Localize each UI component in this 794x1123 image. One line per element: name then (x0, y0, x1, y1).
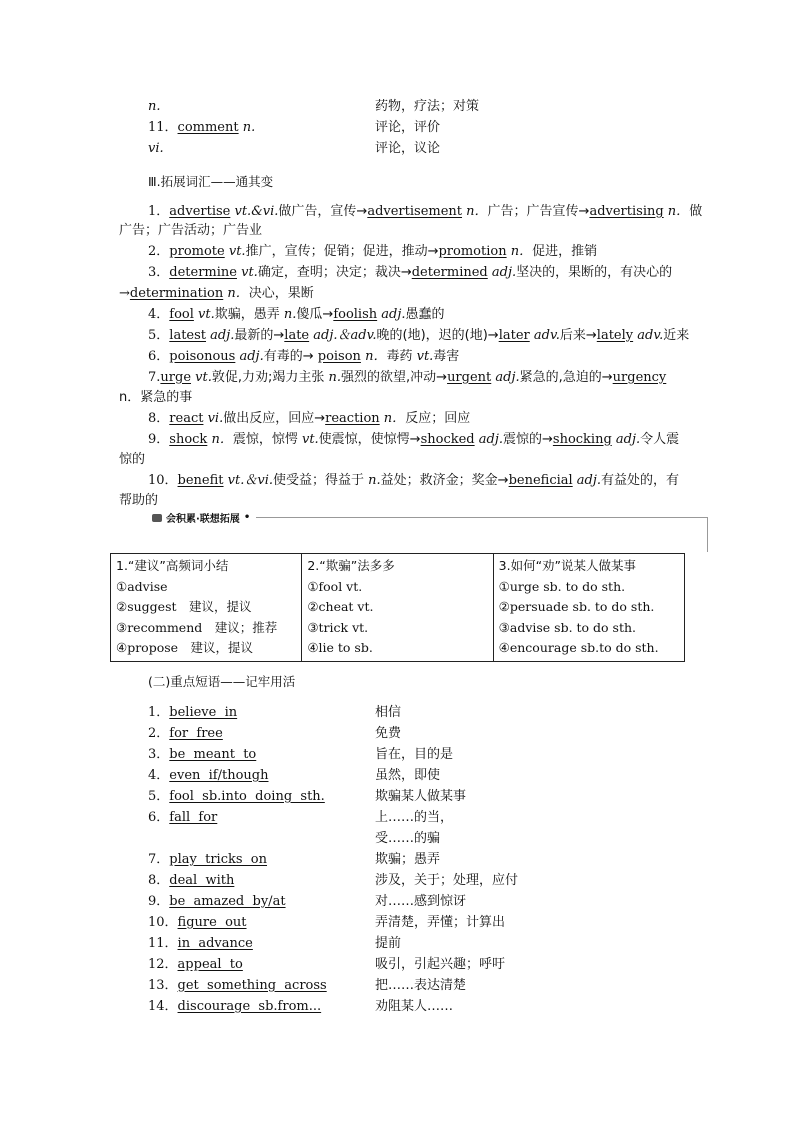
phrase-meaning-cont: 受……的骗 (375, 831, 441, 846)
phrase-term: 5．fool sb.into doing sth. (148, 789, 325, 804)
expand-item-4: 4．fool vt.欺骗，愚弄 n.傻瓜→foolish adj.愚蠢的 (148, 307, 445, 322)
phrase-row (148, 850, 688, 870)
phrase-meaning: 虽然，即使 (375, 768, 441, 783)
phrase-meaning: 把……表达清楚 (375, 978, 467, 993)
expand-item-2: 2．promote vt.推广，宣传；促销；促进，推动→promotion n．促进，推销 (148, 244, 598, 259)
section-title: Ⅲ.拓展词汇——通其变 (148, 174, 274, 189)
phrase-meaning: 免费 (375, 726, 402, 741)
expand-item-9: 9．shock n．震惊，惊愕 vt.使震惊，使惊愕→shocked adj.震惊的→shocking adj.令人震 (148, 432, 680, 447)
phrase-meaning: 欺骗某人做某事 (375, 789, 467, 804)
phrase-term: 10．figure out (148, 915, 247, 930)
phrase-meaning: 劝阻某人…… (375, 999, 454, 1014)
expand-item-7-cont: n．紧急的事 (119, 390, 193, 405)
table-cell: 1.“建议”高频词小结 ①advise ②suggest 建议，提议 ③recommend 建议；推荐 ④propose 建议，提议 (111, 554, 302, 662)
vocab-row (148, 97, 688, 117)
phrase-term: 13．get something across (148, 978, 327, 993)
phrase-row (148, 913, 688, 933)
phrase-row (148, 787, 688, 807)
expand-item-1: 1．advertise vt.&vi.做广告，宣传→advertisement n．广告；广告宣传→advertising n．做 (148, 204, 703, 219)
phrase-term: 1．believe in (148, 705, 238, 720)
phrase-term: 7．play tricks on (148, 852, 268, 867)
phrase-meaning: 对……感到惊讶 (375, 894, 467, 909)
table-cell: 3.如何“劝”说某人做某事 ①urge sb. to do sth. ②persuade sb. to do sth. ③advise sb. to do sth. ④encourage sb.to do sth. (493, 554, 684, 662)
phrase-term: 6．fall for (148, 810, 218, 825)
vocab-row (148, 118, 688, 138)
phrase-row (148, 808, 688, 828)
expand-item-10-cont: 帮助的 (119, 493, 159, 508)
phrase-row (148, 703, 688, 723)
table-cell: 2.“欺骗”法多多 ①fool vt. ②cheat vt. ③trick vt. ④lie to sb. (302, 554, 493, 662)
phrase-term: 2．for free (148, 726, 223, 741)
phrase-term: 9．be amazed by/at (148, 894, 286, 909)
banner-label: 会积累·联想拓展 (166, 514, 240, 525)
accumulate-banner (152, 508, 708, 552)
phrase-meaning: 弄清楚，弄懂；计算出 (375, 915, 506, 930)
phrase-row (148, 724, 688, 744)
phrase-meaning: 上……的当， (375, 810, 454, 825)
phrase-row-cont (148, 829, 688, 849)
vocab-meaning: 评论，议论 (375, 141, 441, 156)
phrase-meaning: 欺骗；愚弄 (375, 852, 441, 867)
expand-item-3: 3．determine vt.确定，查明；决定；裁决→determined adj.坚决的，果断的，有决心的 (148, 265, 673, 280)
banner-tag (152, 510, 256, 525)
expand-item-1-cont: 广告；广告活动；广告业 (119, 223, 263, 238)
phrase-meaning: 吸引，引起兴趣；呼吁 (375, 957, 506, 972)
expand-item-6: 6．poisonous adj.有毒的→ poison n．毒药 vt.毒害 (148, 349, 460, 364)
dot-icon: • (243, 512, 251, 523)
expand-item-5: 5．latest adj.最新的→late adj.＆adv.晚的(地)，迟的(地)→later adv.后来→lately adv.近来 (148, 328, 690, 343)
phrase-row (148, 871, 688, 891)
phrase-term: 4．even if/though (148, 768, 269, 783)
phrase-term: 3．be meant to (148, 747, 257, 762)
table-row (111, 554, 685, 662)
phrase-row (148, 745, 688, 765)
section-title-phrases: (二)重点短语——记牢用活 (148, 674, 296, 689)
book-icon (152, 514, 162, 522)
expand-item-7: 7.urge vt.敦促,力劝;竭力主张 n.强烈的欲望,冲动→urgent adj.紧急的,急迫的→urgency (148, 370, 667, 385)
vocab-term: 11．comment n. (148, 120, 256, 135)
phrase-meaning: 提前 (375, 936, 402, 951)
vocab-term: vi. (148, 141, 164, 156)
summary-table (110, 553, 685, 662)
vocab-meaning: 药物，疗法；对策 (375, 99, 480, 114)
phrase-meaning: 涉及，关于；处理，应付 (375, 873, 519, 888)
phrase-row (148, 934, 688, 954)
expand-item-8: 8．react vi.做出反应，回应→reaction n．反应；回应 (148, 411, 471, 426)
expand-item-10: 10．benefit vt.＆vi.使受益；得益于 n.益处；救济金；奖金→beneficial adj.有益处的，有 (148, 473, 680, 488)
banner-edge (707, 517, 708, 552)
vocab-term: n. (148, 99, 161, 114)
phrase-row (148, 997, 688, 1017)
vocab-row (148, 139, 688, 159)
phrase-meaning: 旨在，目的是 (375, 747, 454, 762)
phrase-meaning: 相信 (375, 705, 402, 720)
phrase-term: 11．in advance (148, 936, 253, 951)
vocab-meaning: 评论，评价 (375, 120, 441, 135)
expand-item-3-cont: →determination n．决心，果断 (119, 286, 314, 301)
phrase-term: 14．discourage sb.from... (148, 999, 322, 1014)
expand-item-9-cont: 惊的 (119, 452, 146, 467)
phrase-row (148, 976, 688, 996)
phrase-term: 12．appeal to (148, 957, 243, 972)
phrase-row (148, 766, 688, 786)
phrase-row (148, 892, 688, 912)
phrase-term: 8．deal with (148, 873, 235, 888)
phrase-row (148, 955, 688, 975)
banner-rule (212, 517, 708, 518)
